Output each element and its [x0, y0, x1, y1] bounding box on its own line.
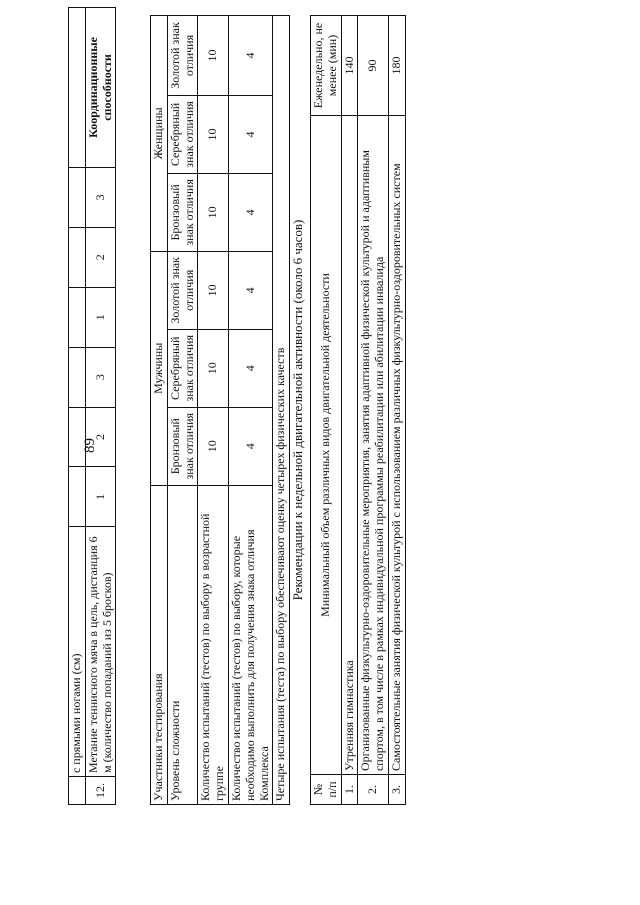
test-table-continuation [68, 7, 116, 805]
activity-text: Утренняя гимнастика [341, 115, 358, 774]
table-row [388, 16, 405, 805]
badge-header: Бронзовый знак отличия [167, 407, 198, 485]
header-weekly: Еженедельно, не менее (мин) [311, 16, 342, 116]
value-cell: 2 [85, 407, 116, 467]
value-cell: 10 [198, 173, 229, 251]
value-cell: 3 [85, 347, 116, 407]
row-number: 1. [341, 775, 358, 805]
badge-header: Серебряный знак отличия [167, 329, 198, 407]
page-number: 89 [82, 438, 98, 453]
value-cell: 4 [228, 95, 272, 173]
value-cell: 2 [85, 227, 116, 287]
value-cell: 10 [198, 95, 229, 173]
table-row [167, 16, 198, 805]
table-row [358, 16, 389, 805]
participants-label: Участники тестирования [151, 485, 168, 804]
row-number: 2. [358, 775, 389, 805]
value-cell: 1 [85, 467, 116, 527]
row-label: Количество испытаний (тестов) по выбору в возрастной группе [198, 485, 229, 804]
table-footer: Четыре испытания (теста) по выбору обеспечивают оценку четырех физических качеств [273, 16, 290, 805]
value-cell: 4 [228, 251, 272, 329]
value-cell: 1 [85, 287, 116, 347]
recommendations-table [310, 15, 406, 805]
difficulty-label: Уровень сложности [167, 485, 198, 804]
badge-header: Серебряный знак отличия [167, 95, 198, 173]
table-row [85, 8, 116, 805]
recommendations-title: Рекомендации к недельной двигательной активности (около 6 часов) [290, 219, 305, 601]
table-row [151, 16, 168, 805]
table-row [273, 16, 290, 805]
value-cell: 10 [198, 407, 229, 485]
value-cell: 4 [228, 173, 272, 251]
table-row [311, 16, 342, 805]
women-header: Женщины [151, 16, 168, 252]
minutes-cell: 90 [358, 16, 389, 116]
row-number: 12. [85, 777, 116, 805]
table-row [341, 16, 358, 805]
badge-header: Золотой знак отличия [167, 16, 198, 96]
value-cell: 4 [228, 329, 272, 407]
value-cell: 4 [228, 16, 272, 96]
cell-text: с прямыми ногами (см) [69, 527, 86, 777]
activity-text: Организованные физкультурно-оздоровительные мероприятия, занятия адаптивной физической культурой и адаптивным спортом, в том числе в рамках индивидуальной программы реабилитации или абилитации инвалида [358, 115, 389, 774]
table-row [69, 8, 86, 805]
badge-header: Бронзовый знак отличия [167, 173, 198, 251]
table-row [228, 16, 272, 805]
value-cell: 10 [198, 329, 229, 407]
activity-text: Самостоятельные занятия физической культурой с использованием различных физкультурно-оздоровительных систем [388, 115, 405, 774]
test-name: Метание теннисного мяча в цель, дистанция 6 м (количество попаданий из 5 бросков) [85, 527, 116, 777]
value-cell: 10 [198, 16, 229, 96]
minutes-cell: 140 [341, 16, 358, 116]
badge-header: Золотой знак отличия [167, 251, 198, 329]
men-header: Мужчины [151, 251, 168, 485]
minutes-cell: 180 [388, 16, 405, 116]
header-num: № п/п [311, 775, 342, 805]
value-cell: 4 [228, 407, 272, 485]
table-row [198, 16, 229, 805]
value-cell: 10 [198, 251, 229, 329]
row-number: 3. [388, 775, 405, 805]
value-cell: 3 [85, 167, 116, 227]
row-label: Количество испытаний (тестов) по выбору, которые необходимо выполнить для получения знака отличия Комплекса [228, 485, 272, 804]
header-activity: Минимальный объем различных видов двигательной деятельности [311, 115, 342, 774]
quality-label: Координационные способности [85, 8, 116, 168]
tests-selection-table [150, 15, 290, 805]
